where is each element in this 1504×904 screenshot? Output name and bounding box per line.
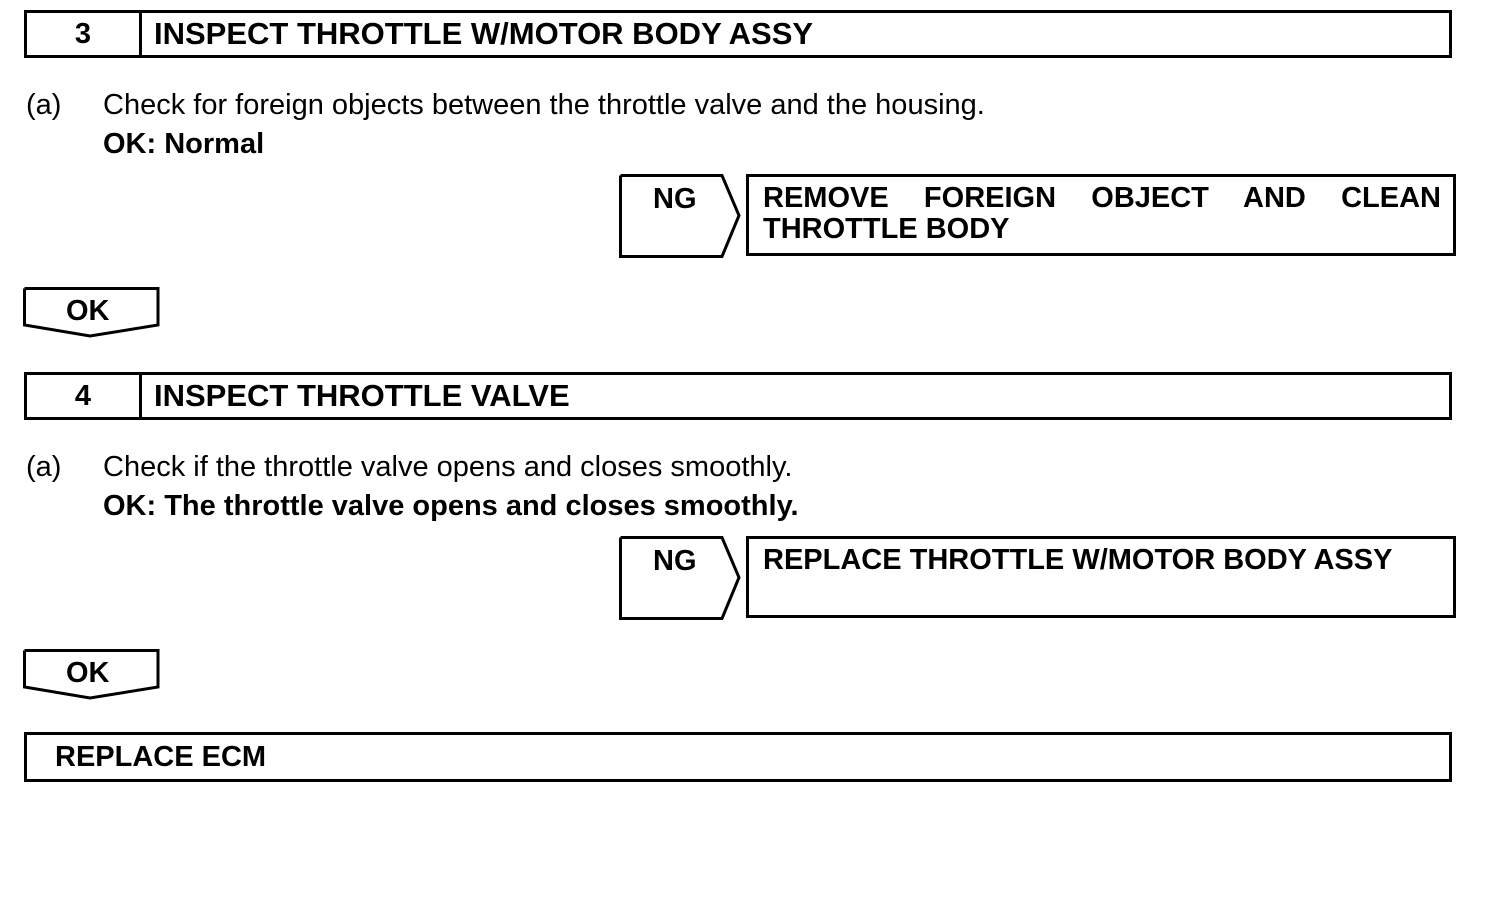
ok-criteria: OK: The throttle valve opens and closes smoothly. (103, 490, 799, 522)
step-title: INSPECT THROTTLE VALVE (154, 378, 570, 413)
ng-action-box (746, 536, 1456, 618)
sub-item-label: (a) (26, 451, 62, 483)
ng-action-line-2: THROTTLE BODY (763, 213, 1010, 245)
ng-action-box (746, 174, 1456, 256)
ok-label: OK (66, 657, 110, 689)
step-number: 3 (27, 13, 142, 55)
sub-item-label: (a) (26, 89, 62, 121)
ng-action-text: REPLACE THROTTLE W/MOTOR BODY ASSY (763, 544, 1393, 576)
final-action-text: REPLACE ECM (55, 740, 267, 773)
final-action-box (24, 732, 1452, 782)
ng-action-line-1: REMOVE FOREIGN OBJECT AND CLEAN (763, 182, 1441, 214)
ok-criteria: OK: Normal (103, 128, 265, 160)
step-title: INSPECT THROTTLE W/MOTOR BODY ASSY (154, 16, 814, 51)
ng-label: NG (653, 545, 697, 577)
step-3-header (24, 10, 1452, 58)
sub-item-text: Check for foreign objects between the throttle valve and the housing. (103, 89, 985, 121)
sub-item-text: Check if the throttle valve opens and closes smoothly. (103, 451, 793, 483)
ng-label: NG (653, 183, 697, 215)
ok-label: OK (66, 295, 110, 327)
step-number: 4 (27, 375, 142, 417)
step-4-header (24, 372, 1452, 420)
